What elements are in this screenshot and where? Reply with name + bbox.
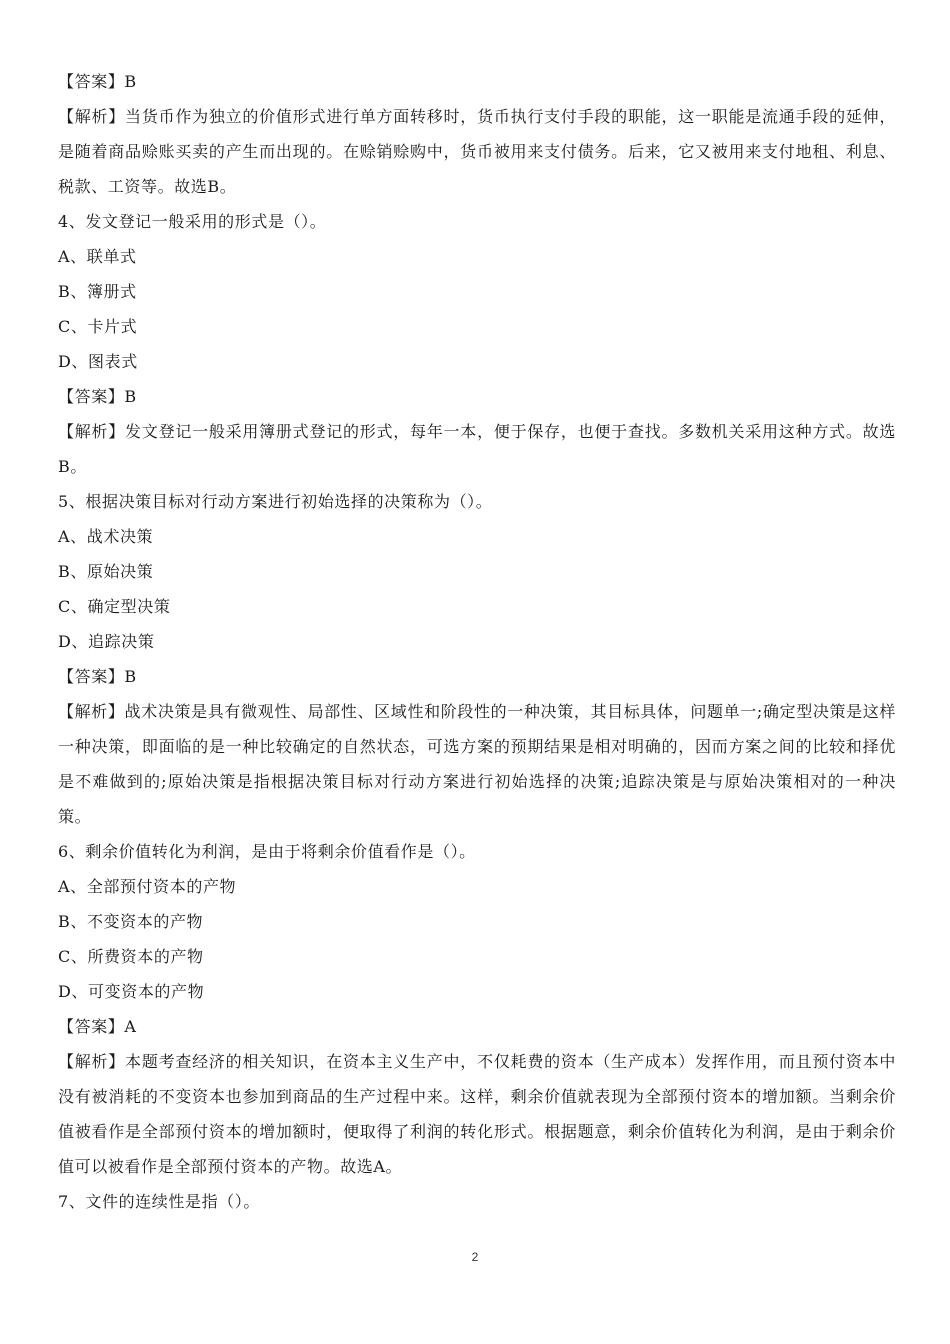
document-body [58,64,896,1219]
q4-option-d: D、图表式 [58,352,138,371]
q7-question: 7、文件的连续性是指（）。 [58,1192,260,1211]
q4-analysis: 【解析】发文登记一般采用簿册式登记的形式，每年一本，便于保存，也便于查找。多数机关采用这种方式。故选B。 [58,422,896,476]
page-number: 2 [471,1250,479,1264]
q5-analysis: 【解析】战术决策是具有微观性、局部性、区域性和阶段性的一种决策，其目标具体，问题单一;确定型决策是这样一种决策，即面临的是一种比较确定的自然状态，可选方案的预期结果是相对明确的，因而方案之间的比较和择优是不难做到的;原始决策是指根据决策目标对行动方案进行初始选择的决策;追踪决策是与原始决策相对的一种决策。 [58,702,896,826]
q5-option-d: D、追踪决策 [58,632,155,651]
q5-answer: 【答案】B [58,667,137,686]
q6-option-d: D、可变资本的产物 [58,982,205,1001]
q6-analysis: 【解析】本题考查经济的相关知识，在资本主义生产中，不仅耗费的资本（生产成本）发挥作用，而且预付资本中没有被消耗的不变资本也参加到商品的生产过程中来。这样，剩余价值就表现为全部预付资本的增加额。当剩余价值被看作是全部预付资本的增加额时，便取得了利润的转化形式。根据题意，剩余价值转化为利润，是由于剩余价值可以被看作是全部预付资本的产物。故选A。 [58,1052,896,1176]
q4-question: 4、发文登记一般采用的形式是（）。 [58,212,327,231]
q4-option-c: C、卡片式 [58,317,138,336]
q4-option-b: B、簿册式 [58,282,137,301]
q6-option-a: A、全部预付资本的产物 [58,877,237,896]
q4-answer: 【答案】B [58,387,137,406]
q6-answer: 【答案】A [58,1017,137,1036]
q4-option-a: A、联单式 [58,247,137,266]
q5-option-a: A、战术决策 [58,527,154,546]
q5-option-b: B、原始决策 [58,562,154,581]
q5-option-c: C、确定型决策 [58,597,171,616]
q6-option-c: C、所费资本的产物 [58,947,204,966]
q6-question: 6、剩余价值转化为利润，是由于将剩余价值看作是（）。 [58,842,476,861]
q3-answer: 【答案】B [58,72,137,91]
q6-option-b: B、不变资本的产物 [58,912,204,931]
q3-analysis: 【解析】当货币作为独立的价值形式进行单方面转移时，货币执行支付手段的职能，这一职能是流通手段的延伸，是随着商品赊账买卖的产生而出现的。在赊销赊购中，货币被用来支付债务。后来，它又被用来支付地租、利息、税款、工资等。故选B。 [58,107,896,196]
q5-question: 5、根据决策目标对行动方案进行初始选择的决策称为（）。 [58,492,493,511]
